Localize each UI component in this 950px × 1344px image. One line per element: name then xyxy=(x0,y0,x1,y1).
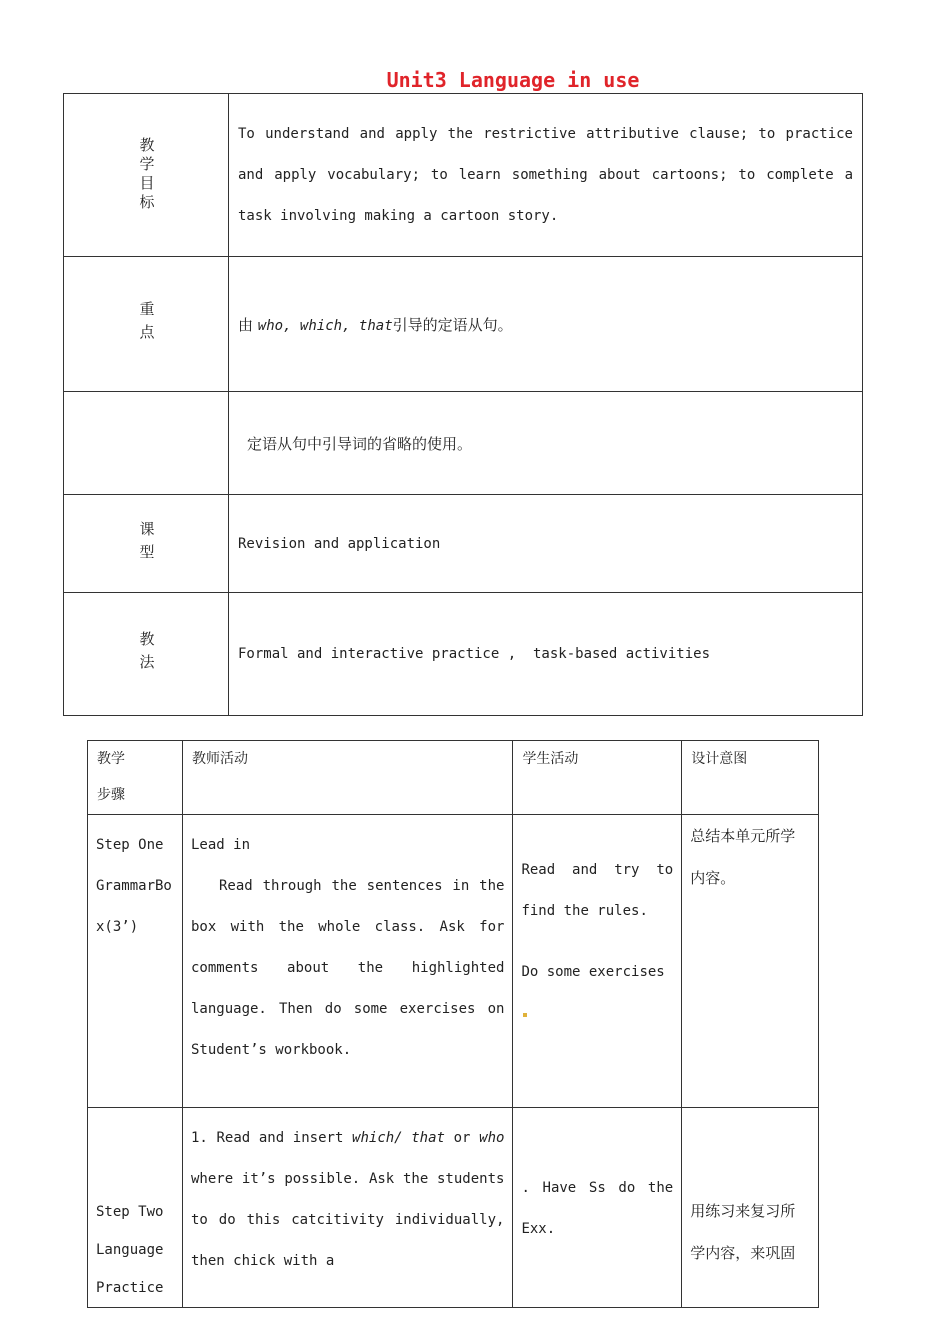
step-two-teacher-rest: where it’s possible. Ask the students to do this catcitivity individually, then chick with a xyxy=(191,1171,505,1269)
step-one-teacher-body: Read through the sentences in the box with the whole class. Ask for comments about the highlighted language. Then do some exercises on Student’s workbook. xyxy=(191,878,505,1058)
step-one-teacher-title: Lead in xyxy=(191,837,251,853)
objectives-label: 教学目标 xyxy=(64,94,229,257)
key-points-words: who, which, that xyxy=(257,317,393,334)
lesson-type-row xyxy=(64,495,863,593)
lesson-type-text: Revision and application xyxy=(238,535,441,552)
steps-header-row xyxy=(88,741,819,815)
difficulty-label xyxy=(64,392,229,495)
step-two-teacher-italic2: who xyxy=(479,1130,505,1146)
page-title: Unit3 Language in use xyxy=(386,68,640,92)
step-two-student: . Have Ss do the Exx. xyxy=(521,1180,674,1237)
method-row xyxy=(64,593,863,716)
step-one-student-b: Do some exercises xyxy=(521,964,665,980)
overview-table xyxy=(63,93,863,716)
key-points-suffix: 引导的定语从句。 xyxy=(392,315,513,334)
step-one-label: Step One GrammarBox(3’) xyxy=(96,837,172,935)
key-points-prefix: 由 xyxy=(238,315,258,334)
header-teacher: 教师活动 xyxy=(183,741,513,815)
step-two-teacher-pre: 1. Read and insert xyxy=(191,1130,353,1146)
difficulty-text: 定语从句中引导词的省略的使用。 xyxy=(247,434,473,453)
method-label: 教法 xyxy=(64,593,229,716)
objectives-row xyxy=(64,94,863,257)
step-two-label: Step Two Language Practice xyxy=(96,1204,164,1296)
objectives-text: To understand and apply the restrictive attributive clause; to practice and apply vocabulary; to learn something about cartoons; to complete a task involving making a cartoon story. xyxy=(238,125,853,224)
key-points-row xyxy=(64,257,863,392)
method-text: Formal and interactive practice , task-based activities xyxy=(238,646,711,662)
step-two-row xyxy=(88,1108,819,1308)
step-one-intent: 总结本单元所学内容。 xyxy=(690,827,796,887)
marker-dot xyxy=(523,1013,527,1017)
header-student: 学生活动 xyxy=(513,741,682,815)
step-two-teacher-italic: which/ that xyxy=(352,1130,445,1146)
step-one-student-a: Read and try to find the rules. xyxy=(521,862,674,919)
lesson-type-label: 课型 xyxy=(64,495,229,593)
step-two-teacher-mid: or xyxy=(444,1130,480,1146)
key-points-label: 重点 xyxy=(64,257,229,392)
header-intent: 设计意图 xyxy=(682,741,819,815)
steps-table xyxy=(87,740,819,1308)
step-two-intent: 用练习来复习所学内容，来巩固 xyxy=(690,1202,796,1262)
header-step: 教学步骤 xyxy=(97,751,125,803)
step-one-row xyxy=(88,815,819,1108)
difficulty-row xyxy=(64,392,863,495)
